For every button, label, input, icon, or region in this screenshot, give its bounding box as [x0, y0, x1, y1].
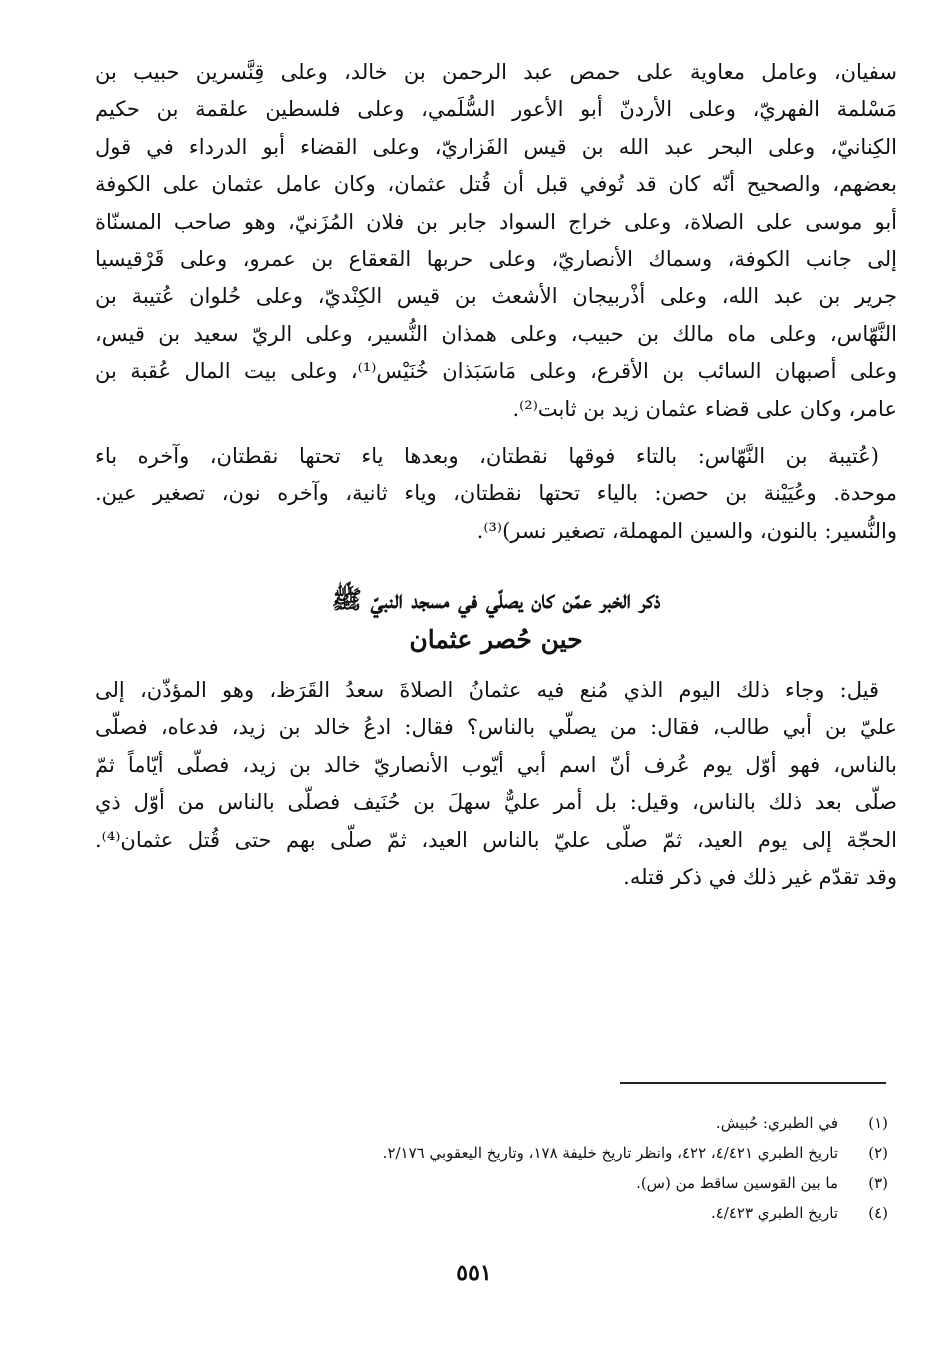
- footnote-text: تاريخ الطبري ٤/٤٢٣.: [710, 1204, 838, 1222]
- text-line: إلى جانب الكوفة، وسماك الأنصاريّ، وعلى حربها القعقاع بن عمرو، وعلى قَرْقيسيا: [95, 246, 897, 271]
- text-line: عامر، وكان على قضاء عثمان زيد بن ثابت⁽²⁾.: [512, 396, 897, 421]
- text-line: صلّى بعد ذلك بالناس، وقيل: بل أمر عليٌّ سهلَ بن حُنَيف فصلّى بالناس من أوّل ذي: [95, 790, 897, 815]
- footnote-number: (٣): [868, 1174, 888, 1192]
- footnote: [200, 1108, 888, 1138]
- paragraph-prayer: [95, 672, 897, 896]
- page-body: [95, 54, 897, 896]
- paragraph-governors: [95, 54, 897, 428]
- text-line: الكِنانيّ، وعلى البحر عبد الله بن قيس الفَزاريّ، وعلى القضاء أبو الدرداء في قول: [95, 134, 897, 159]
- text-line: بعضهم، والصحيح أنّه كان قد تُوفي قبل أن قُتل عثمان، وكان عامل عثمان على الكوفة: [95, 172, 897, 197]
- text-line: وقد تقدّم غير ذلك في ذكر قتله.: [623, 865, 897, 890]
- text-line: عليّ بن أبي طالب، فقال: من يصلّي بالناس؟ فقال: ادعُ خالد بن زيد، فدعاه، فصلّى: [95, 715, 897, 740]
- footnote-divider: [620, 1082, 886, 1084]
- footnote: [200, 1198, 888, 1228]
- text-line: الحجّة إلى يوم العيد، ثمّ صلّى عليّ بالناس العيد، ثمّ صلّى بهم حتى قُتل عثمان⁽⁴⁾.: [95, 827, 897, 852]
- heading-line: حين حُصر عثمان: [409, 625, 583, 655]
- text-line: وعلى أصبهان السائب بن الأقرع، وعلى مَاسَبَذان خُنَيْس⁽¹⁾، وعلى بيت المال عُقبة بن: [95, 359, 897, 384]
- paragraph-name-notes: [95, 438, 897, 550]
- text-line: والنُّسير: بالنون، والسين المهملة، تصغير نسر)⁽³⁾.: [476, 518, 897, 543]
- text-line: سفيان، وعامل معاوية على حمص عبد الرحمن بن خالد، وعلى قِنَّسرين حبيب بن: [95, 60, 897, 84]
- heading-line: ذكر الخبر عمّن كان يصلّي في مسجد النبيّ ﷺ: [331, 585, 661, 615]
- footnote-text: تاريخ الطبري ٤/٤٢١، ٤٢٢، وانظر تاريخ خليفة ١٧٨، وتاريخ اليعقوبي ٢/١٧٦.: [382, 1144, 838, 1162]
- footnote: [200, 1168, 888, 1198]
- footnotes: [200, 1108, 888, 1228]
- footnote-number: (٢): [868, 1144, 888, 1162]
- text-line: قيل: وجاء ذلك اليوم الذي مُنع فيه عثمانُ الصلاةَ سعدُ القَرَظ، وهو المؤذّن، إلى: [95, 678, 879, 703]
- text-line: مَسْلمة الفهريّ، وعلى الأردنّ أبو الأعور السُّلَمي، وعلى فلسطين علقمة بن حكيم: [95, 97, 897, 122]
- text-line: موحدة. وعُيَيْنة بن حصن: بالياء تحتها نقطتان، وياء ثانية، وآخره نون، تصغير عين.: [95, 481, 897, 506]
- page-number: ٥٥١: [456, 1260, 492, 1286]
- footnote-number: (٤): [868, 1204, 888, 1222]
- footnote-text: في الطبري: حُبيش.: [715, 1114, 838, 1132]
- footnote-text: ما بين القوسين ساقط من (س).: [636, 1174, 838, 1192]
- text-line: أبو موسى على الصلاة، وعلى خراج السواد جابر بن فلان المُزَنيّ، وهو صاحب المسنّاة: [95, 209, 897, 234]
- text-line: جرير بن عبد الله، وعلى أذْربيجان الأشعث بن قيس الكِنْديّ، وعلى حُلوان عُتيبة بن: [95, 284, 897, 309]
- footnote: [200, 1138, 888, 1168]
- text-line: (عُتيبة بن النَّهّاس: بالتاء فوقها نقطتان، وبعدها ياء تحتها نقطتان، وآخره باء: [95, 443, 879, 468]
- text-line: بالناس، فهو أوّل يوم عُرف أنّ اسم أبي أيّوب الأنصاريّ خالد بن زيد، فصلّى أيّاماً ثمّ: [95, 752, 897, 777]
- text-line: النَّهّاس، وعلى ماه مالك بن حبيب، وعلى همذان النُّسير، وعلى الريّ سعيد بن قيس،: [95, 321, 897, 346]
- section-heading: [95, 580, 897, 660]
- footnote-number: (١): [868, 1114, 888, 1132]
